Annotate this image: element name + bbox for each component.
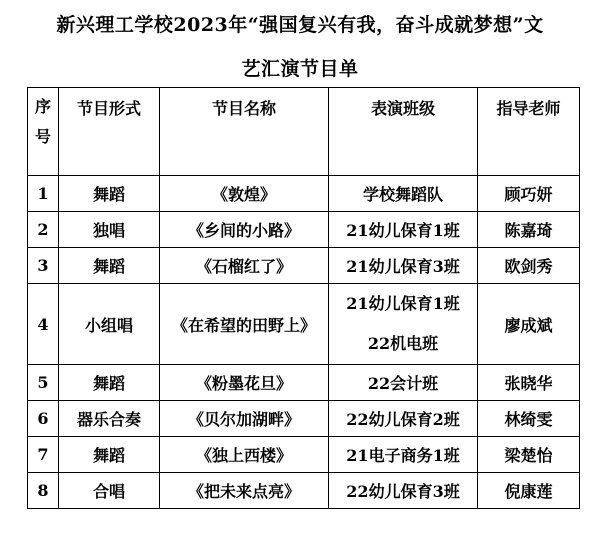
cell-type: 舞蹈 <box>59 176 160 212</box>
cell-name: 《独上西楼》 <box>160 437 329 473</box>
document-title-line1: 新兴理工学校2023年“强国复兴有我，奋斗成就梦想”文 <box>56 14 544 36</box>
cell-class <box>329 284 478 365</box>
cell-number: 6 <box>28 401 59 437</box>
cell-class: 21幼儿保育1班 <box>329 212 478 248</box>
cell-name: 《贝尔加湖畔》 <box>160 401 329 437</box>
cell-type: 舞蹈 <box>59 437 160 473</box>
header-number-line1: 序 <box>34 97 51 116</box>
cell-number: 8 <box>28 473 59 509</box>
table-row <box>28 365 580 401</box>
header-teacher: 指导老师 <box>478 88 580 176</box>
cell-type: 舞蹈 <box>59 248 160 284</box>
program-table <box>27 87 580 509</box>
document-title-line2: 艺汇演节目单 <box>241 58 359 80</box>
cell-class: 21电子商务1班 <box>329 437 478 473</box>
table-row <box>28 248 580 284</box>
cell-type: 器乐合奏 <box>59 401 160 437</box>
cell-class-line2: 22机电班 <box>367 334 439 353</box>
cell-teacher: 顾巧妍 <box>478 176 580 212</box>
cell-teacher: 林绮雯 <box>478 401 580 437</box>
table-row <box>28 176 580 212</box>
cell-class: 22会计班 <box>329 365 478 401</box>
header-number-line2: 号 <box>34 127 51 146</box>
cell-type: 独唱 <box>59 212 160 248</box>
cell-teacher: 张晓华 <box>478 365 580 401</box>
cell-number: 7 <box>28 437 59 473</box>
cell-name: 《敦煌》 <box>160 176 329 212</box>
table-row <box>28 284 580 365</box>
cell-class: 22幼儿保育3班 <box>329 473 478 509</box>
cell-teacher: 欧剑秀 <box>478 248 580 284</box>
cell-name: 《石榴红了》 <box>160 248 329 284</box>
header-number <box>28 88 59 176</box>
cell-type: 舞蹈 <box>59 365 160 401</box>
cell-teacher: 梁楚怡 <box>478 437 580 473</box>
cell-class: 学校舞蹈队 <box>329 176 478 212</box>
table-row <box>28 473 580 509</box>
cell-teacher: 廖成斌 <box>478 284 580 365</box>
table-row <box>28 401 580 437</box>
table-row <box>28 212 580 248</box>
cell-class: 21幼儿保育3班 <box>329 248 478 284</box>
cell-name: 《乡间的小路》 <box>160 212 329 248</box>
table-header-row <box>28 88 580 176</box>
cell-name: 《粉墨花旦》 <box>160 365 329 401</box>
cell-number: 5 <box>28 365 59 401</box>
cell-teacher: 倪康莲 <box>478 473 580 509</box>
cell-number: 3 <box>28 248 59 284</box>
cell-name: 《在希望的田野上》 <box>160 284 329 365</box>
header-type: 节目形式 <box>59 88 160 176</box>
cell-class-line1: 21幼儿保育1班 <box>346 294 460 313</box>
header-class: 表演班级 <box>329 88 478 176</box>
cell-type: 合唱 <box>59 473 160 509</box>
cell-number: 4 <box>28 284 59 365</box>
cell-teacher: 陈嘉琦 <box>478 212 580 248</box>
table-row <box>28 437 580 473</box>
header-name: 节目名称 <box>160 88 329 176</box>
cell-class: 22幼儿保育2班 <box>329 401 478 437</box>
cell-type: 小组唱 <box>59 284 160 365</box>
cell-number: 2 <box>28 212 59 248</box>
cell-name: 《把未来点亮》 <box>160 473 329 509</box>
cell-number: 1 <box>28 176 59 212</box>
